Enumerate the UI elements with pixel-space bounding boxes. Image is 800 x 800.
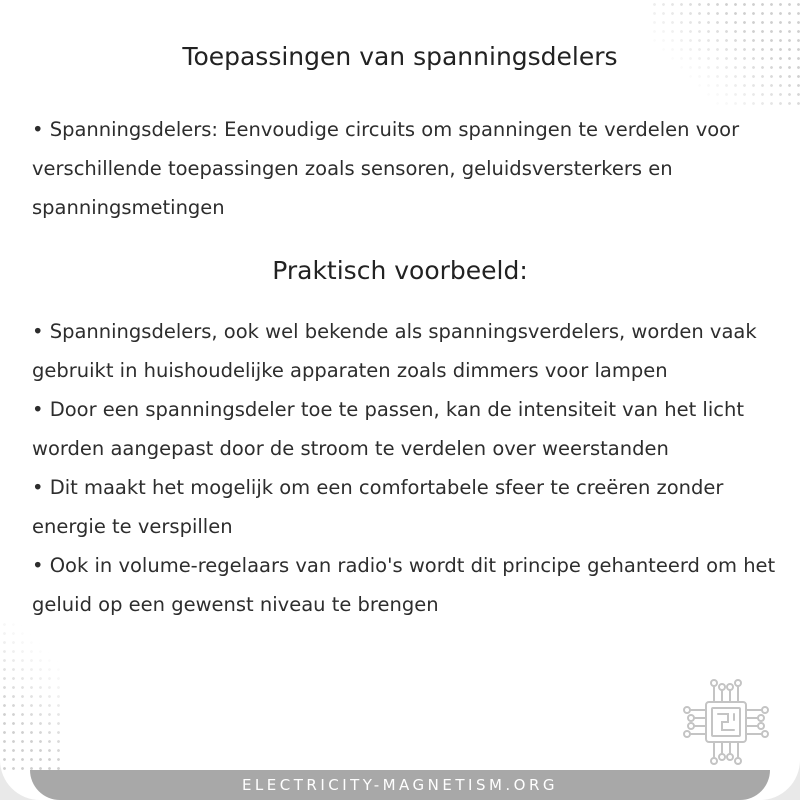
- footer-bar: [30, 770, 770, 800]
- dot-pattern-bottom-left: [0, 620, 60, 770]
- bullet-item: • Spanningsdelers, ook wel bekende als spanningsverdelers, worden vaak gebruikt in huishoudelijke apparaten zoals dimmers voor lampen: [32, 320, 757, 382]
- heading-practical-example: Praktisch voorbeeld:: [272, 256, 528, 285]
- footer-site-name: ELECTRICITY-MAGNETISM.ORG: [241, 776, 559, 794]
- bullet-item: • Dit maakt het mogelijk om een comfortabele sfeer te creëren zonder energie te verspillen: [32, 476, 724, 538]
- bullet-item: • Ook in volume-regelaars van radio's wordt dit principe gehanteerd om het geluid op een gewenst niveau te brengen: [32, 554, 776, 616]
- section-applications: [32, 110, 777, 227]
- section-practical-example: [32, 312, 777, 624]
- bullet-item: • Door een spanningsdeler toe te passen, kan de intensiteit van het licht worden aangepast door de stroom te verdelen over weerstanden: [32, 398, 744, 460]
- heading-applications: Toepassingen van spanningsdelers: [182, 42, 618, 71]
- bullet-item: • Spanningsdelers: Eenvoudige circuits om spanningen te verdelen voor verschillende toepassingen zoals sensoren, geluidsversterkers en spanningsmetingen: [32, 118, 740, 219]
- circuit-chip-icon: [676, 672, 776, 772]
